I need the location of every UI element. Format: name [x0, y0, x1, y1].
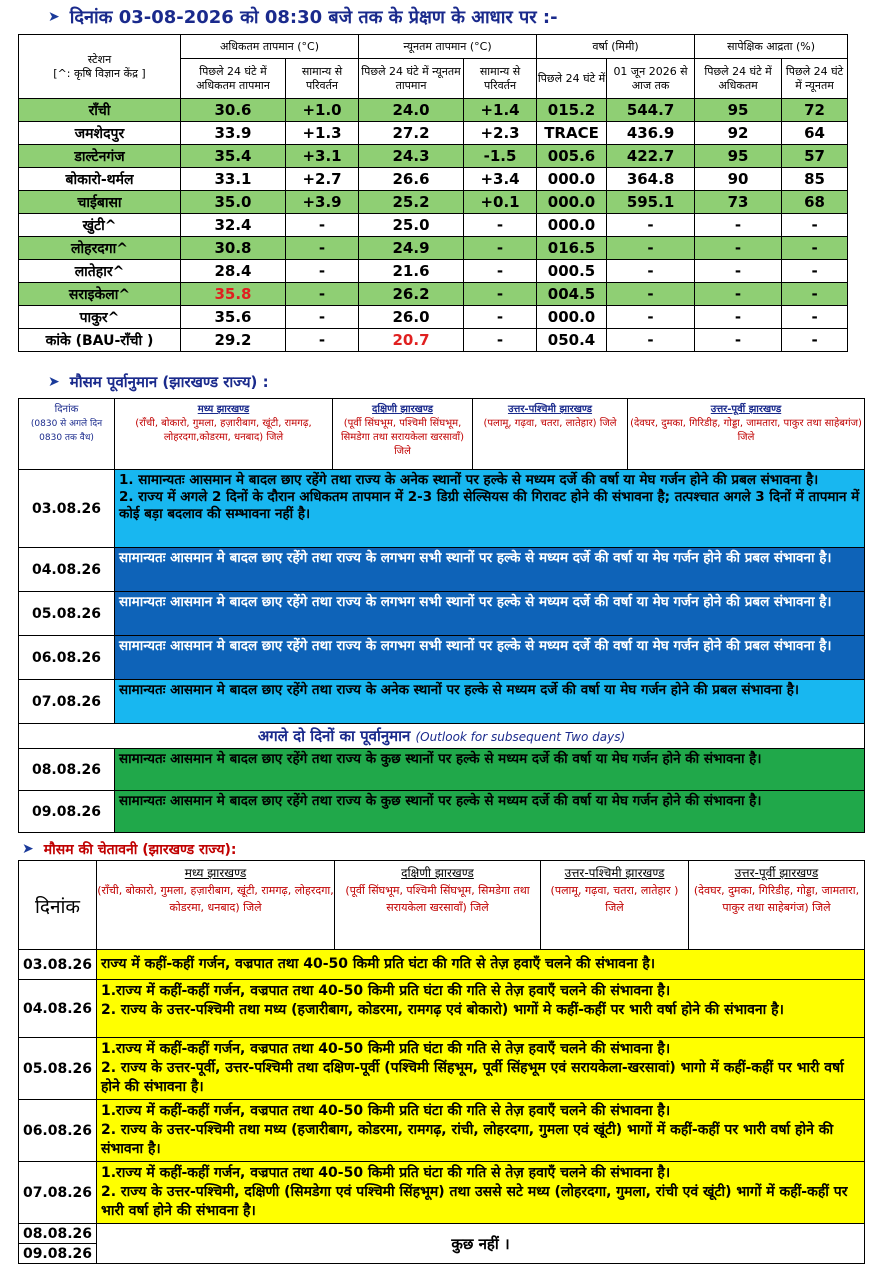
cell-mindev: -: [464, 283, 537, 306]
warning-table: [18, 860, 865, 1264]
forecast-text: सामान्यतः आसमान मे बादल छाए रहेंगे तथा राज्य के लगभग सभी स्थानों पर हल्के से मध्यम दर्जे की वर्षा या मेघ गर्जन होने की प्रबल संभावना है।: [115, 592, 865, 636]
cell-rh_max: 73: [695, 191, 782, 214]
warning-row: [19, 1162, 865, 1224]
cell-max: 35.8: [181, 283, 286, 306]
cell-station: सराइकेला^: [19, 283, 181, 306]
forecast-heading: [48, 370, 269, 394]
cell-max: 33.1: [181, 168, 286, 191]
forecast-row: [19, 592, 865, 636]
cell-max: 35.4: [181, 145, 286, 168]
cell-maxdev: +1.0: [286, 99, 359, 122]
warning-date: 04.08.26: [19, 980, 97, 1038]
cell-maxdev: -: [286, 214, 359, 237]
forecast-region-central: [115, 399, 333, 470]
cell-min: 24.9: [359, 237, 464, 260]
cell-station: चाईबासा: [19, 191, 181, 214]
cell-rh_min: -: [782, 283, 848, 306]
forecast-region-northwest: [473, 399, 628, 470]
region-name: उत्तर-पश्चिमी झारखण्ड: [507, 404, 593, 415]
cell-station: बोकारो-थर्मल: [19, 168, 181, 191]
region-districts: (राँची, बोकारो, गुमला, हज़ारीबाग, खूंटी, रामगढ़, लोहरदगा,कोडरमा, धनबाद) जिले: [135, 418, 312, 443]
warning-row: [19, 1100, 865, 1162]
mintemp-header: न्यूनतम तापमान (°C): [359, 35, 537, 59]
cell-rh_min: -: [782, 260, 848, 283]
maxdev-subheader: सामान्य से परिवर्तन: [286, 59, 359, 99]
cell-rh_min: -: [782, 214, 848, 237]
cell-maxdev: -: [286, 306, 359, 329]
warning-text: 1.राज्य में कहीं-कहीं गर्जन, वज्रपात तथा 40-50 किमी प्रति घंटा की गति से तेज़ हवाएँ चलने की संभावना है। 2. राज्य के उत्तर-पश्चिमी, दक्षिणी (सिमडेगा एवं पश्चिमी सिंहभूम) तथा उससे सटे मध्य (लोहरदगा, गुमला, रांची एवं खूंटी) भागों में कहीं-कहीं पर भारी वर्षा होने की संभावना है।: [97, 1162, 865, 1224]
cell-rh_max: -: [695, 260, 782, 283]
region-districts: (राँची, बोकारो, गुमला, हज़ारीबाग, खूंटी, रामगढ़, लोहरदगा, कोडरमा, धनबाद) जिले: [97, 884, 334, 914]
rhmin-subheader: पिछले 24 घंटे में न्यूनतम: [782, 59, 848, 99]
cell-rain_total: -: [607, 283, 695, 306]
cell-rain_total: -: [607, 237, 695, 260]
cell-rh_min: -: [782, 237, 848, 260]
region-districts: (देवघर, दुमका, गिरिडीह, गोड्डा, जामतारा, पाकुर तथा साहेबगंज) जिले: [693, 884, 860, 914]
cell-rain: 016.5: [537, 237, 607, 260]
cell-mindev: -1.5: [464, 145, 537, 168]
warning-region-northeast: [689, 861, 865, 950]
cell-rain: 005.6: [537, 145, 607, 168]
cell-rh_max: -: [695, 329, 782, 352]
cell-rh_min: 68: [782, 191, 848, 214]
warning-heading: [22, 838, 237, 860]
warning-date: 03.08.26: [19, 950, 97, 980]
cell-station: राँची: [19, 99, 181, 122]
cell-mindev: -: [464, 260, 537, 283]
forecast-date: 05.08.26: [19, 592, 115, 636]
cell-rh_max: -: [695, 214, 782, 237]
forecast-date: 04.08.26: [19, 548, 115, 592]
forecast-row: [19, 470, 865, 548]
cell-rh_max: -: [695, 306, 782, 329]
table-row: [19, 329, 848, 352]
region-name: दक्षिणी झारखण्ड: [401, 866, 474, 880]
cell-rain: 015.2: [537, 99, 607, 122]
forecast-date: 07.08.26: [19, 680, 115, 724]
cell-max: 35.6: [181, 306, 286, 329]
cell-rain_total: -: [607, 214, 695, 237]
warning-region-northwest: [541, 861, 689, 950]
cell-min: 20.7: [359, 329, 464, 352]
outlook-label: [19, 724, 865, 749]
cell-rh_min: 72: [782, 99, 848, 122]
max24-subheader: पिछले 24 घंटे में अधिकतम तापमान: [181, 59, 286, 99]
cell-maxdev: -: [286, 237, 359, 260]
cell-mindev: +3.4: [464, 168, 537, 191]
cell-rain_total: 364.8: [607, 168, 695, 191]
cell-station: कांके (BAU-राँची ): [19, 329, 181, 352]
cell-station: जमशेदपुर: [19, 122, 181, 145]
cell-rh_max: 92: [695, 122, 782, 145]
forecast-date-sub: (0830 से अगले दिन 0830 तक वैध): [30, 419, 103, 443]
table-row: [19, 99, 848, 122]
cell-maxdev: +3.1: [286, 145, 359, 168]
warning-row: [19, 1038, 865, 1100]
table-row: [19, 191, 848, 214]
cell-rain_total: -: [607, 329, 695, 352]
outlook-row: [19, 724, 865, 749]
warning-heading-text: मौसम की चेतावनी (झारखण्ड राज्य):: [43, 841, 237, 858]
cell-max: 33.9: [181, 122, 286, 145]
warning-region-south: [335, 861, 541, 950]
warning-date: 05.08.26: [19, 1038, 97, 1100]
region-name: दक्षिणी झारखण्ड: [372, 404, 433, 415]
warning-region-central: [97, 861, 335, 950]
warning-row: [19, 950, 865, 980]
forecast-row: [19, 548, 865, 592]
forecast-text: 1. सामान्यतः आसमान मे बादल छाए रहेंगे तथा राज्य के अनेक स्थानों पर हल्के से मध्यम दर्जे की वर्षा या मेघ गर्जन होने की प्रबल संभावना है। 2. राज्य में अगले 2 दिनों के दौरान अधिकतम तापमान में 2-3 डिग्री सेल्सियस की गिरावट होने की संभावना है; तत्पश्चात अगले 3 दिनों में तापमान में कोई बड़ा बदलाव की सम्भावना नहीं है।: [115, 470, 865, 548]
warning-text: राज्य में कहीं-कहीं गर्जन, वज्रपात तथा 40-50 किमी प्रति घंटा की गति से तेज़ हवाएँ चलने की संभावना है।: [97, 950, 865, 980]
warning-date: 06.08.26: [19, 1100, 97, 1162]
warning-date-header: दिनांक: [19, 861, 97, 950]
cell-mindev: -: [464, 237, 537, 260]
table-row: [19, 260, 848, 283]
cell-station: लातेहार^: [19, 260, 181, 283]
table-row: [19, 306, 848, 329]
warning-date: 09.08.26: [19, 1244, 97, 1264]
cell-station: पाकुर^: [19, 306, 181, 329]
cell-rain: 000.0: [537, 191, 607, 214]
region-name: उत्तर-पश्चिमी झारखण्ड: [564, 866, 665, 880]
region-name: उत्तर-पूर्वी झारखण्ड: [710, 404, 782, 415]
cell-maxdev: -: [286, 260, 359, 283]
arrow-icon: ➤: [22, 841, 34, 857]
maxtemp-header: अधिकतम तापमान (°C): [181, 35, 359, 59]
cell-min: 21.6: [359, 260, 464, 283]
rh-header: सापेक्षिक आद्रता (%): [695, 35, 848, 59]
forecast-date-head: दिनांक: [54, 404, 79, 415]
region-districts: (पूर्वी सिंघभूम, पश्चिमी सिंघभूम, सिमडेगा तथा सरायकेला खरसावाँ) जिले: [345, 884, 530, 914]
cell-rh_min: 85: [782, 168, 848, 191]
cell-min: 27.2: [359, 122, 464, 145]
outlook-subtitle: (Outlook for subsequent Two days): [415, 730, 626, 744]
min24-subheader: पिछले 24 घंटे में न्यूनतम तापमान: [359, 59, 464, 99]
forecast-date: 03.08.26: [19, 470, 115, 548]
cell-rh_max: 95: [695, 99, 782, 122]
warning-date: 08.08.26: [19, 1224, 97, 1244]
cell-max: 28.4: [181, 260, 286, 283]
region-name: मध्य झारखण्ड: [197, 404, 250, 415]
cell-max: 30.8: [181, 237, 286, 260]
forecast-date-header: [19, 399, 115, 470]
cell-min: 26.0: [359, 306, 464, 329]
cell-maxdev: +2.7: [286, 168, 359, 191]
forecast-text: सामान्यतः आसमान मे बादल छाए रहेंगे तथा राज्य के लगभग सभी स्थानों पर हल्के से मध्यम दर्जे की वर्षा या मेघ गर्जन होने की प्रबल संभावना है।: [115, 548, 865, 592]
observation-heading-text: दिनांक 03-08-2026 को 08:30 बजे तक के प्रेक्षण के आधार पर :-: [69, 7, 558, 28]
warning-row: [19, 1224, 865, 1244]
cell-min: 26.6: [359, 168, 464, 191]
forecast-date: 06.08.26: [19, 636, 115, 680]
forecast-row: [19, 636, 865, 680]
region-name: उत्तर-पूर्वी झारखण्ड: [734, 866, 819, 880]
observation-table: [18, 34, 848, 352]
arrow-icon: ➤: [48, 9, 60, 25]
cell-rh_max: -: [695, 237, 782, 260]
cell-rain: 000.0: [537, 214, 607, 237]
table-row: [19, 237, 848, 260]
cell-rain_total: -: [607, 260, 695, 283]
forecast-date: 08.08.26: [19, 749, 115, 791]
warning-text: 1.राज्य में कहीं-कहीं गर्जन, वज्रपात तथा 40-50 किमी प्रति घंटा की गति से तेज़ हवाएँ चलने की संभावना है। 2. राज्य के उत्तर-पश्चिमी तथा मध्य (हजारीबाग, कोडरमा, रामगढ़, रांची, लोहरदगा, गुमला एवं खूंटी) भागों में कहीं-कहीं पर भारी वर्षा होने की संभावना है।: [97, 1100, 865, 1162]
cell-maxdev: +3.9: [286, 191, 359, 214]
cell-maxdev: -: [286, 283, 359, 306]
cell-rain: 050.4: [537, 329, 607, 352]
outlook-forecast-row: [19, 749, 865, 791]
station-header: [19, 35, 181, 99]
cell-rh_min: 57: [782, 145, 848, 168]
table-row: [19, 145, 848, 168]
cell-mindev: +1.4: [464, 99, 537, 122]
cell-rh_min: -: [782, 306, 848, 329]
outlook-title: अगले दो दिनों का पूर्वानुमान: [257, 727, 411, 745]
cell-rain_total: 544.7: [607, 99, 695, 122]
forecast-text: सामान्यतः आसमान मे बादल छाए रहेंगे तथा राज्य के कुछ स्थानों पर हल्के से मध्यम दर्जे की वर्षा या मेघ गर्जन होने की संभावना है।: [115, 791, 865, 833]
arrow-icon: ➤: [48, 374, 60, 390]
station-header-note: [^: कृषि विज्ञान केंद्र ]: [53, 66, 146, 80]
station-header-label: स्टेशन: [87, 52, 112, 66]
forecast-text: सामान्यतः आसमान मे बादल छाए रहेंगे तथा राज्य के लगभग सभी स्थानों पर हल्के से मध्यम दर्जे की वर्षा या मेघ गर्जन होने की प्रबल संभावना है।: [115, 636, 865, 680]
cell-rh_min: -: [782, 329, 848, 352]
forecast-text: सामान्यतः आसमान मे बादल छाए रहेंगे तथा राज्य के अनेक स्थानों पर हल्के से मध्यम दर्जे की वर्षा या मेघ गर्जन होने की प्रबल संभावना है।: [115, 680, 865, 724]
table-row: [19, 283, 848, 306]
cell-rh_max: 90: [695, 168, 782, 191]
cell-rh_min: 64: [782, 122, 848, 145]
cell-mindev: +0.1: [464, 191, 537, 214]
warning-none-text: कुछ नहीं ।: [97, 1224, 865, 1264]
cell-station: लोहरदगा^: [19, 237, 181, 260]
forecast-heading-text: मौसम पूर्वानुमान (झारखण्ड राज्य) :: [69, 373, 269, 391]
cell-station: खुंटी^: [19, 214, 181, 237]
mindev-subheader: सामान्य से परिवर्तन: [464, 59, 537, 99]
cell-mindev: -: [464, 329, 537, 352]
cell-max: 29.2: [181, 329, 286, 352]
cell-max: 32.4: [181, 214, 286, 237]
region-districts: (पलामू, गढ़वा, चतरा, लातेहार) जिले: [483, 418, 617, 429]
table-row: [19, 214, 848, 237]
cell-mindev: -: [464, 214, 537, 237]
warning-date: 07.08.26: [19, 1162, 97, 1224]
forecast-text: सामान्यतः आसमान मे बादल छाए रहेंगे तथा राज्य के कुछ स्थानों पर हल्के से मध्यम दर्जे की वर्षा या मेघ गर्जन होने की संभावना है।: [115, 749, 865, 791]
table-row: [19, 168, 848, 191]
cell-maxdev: -: [286, 329, 359, 352]
cell-rain: 000.0: [537, 168, 607, 191]
cell-mindev: -: [464, 306, 537, 329]
forecast-row: [19, 680, 865, 724]
forecast-region-south: [333, 399, 473, 470]
cell-rain_total: 436.9: [607, 122, 695, 145]
cell-rain_total: 422.7: [607, 145, 695, 168]
forecast-region-northeast: [628, 399, 865, 470]
rain24-subheader: पिछले 24 घंटे में: [537, 59, 607, 99]
warning-text: 1.राज्य में कहीं-कहीं गर्जन, वज्रपात तथा 40-50 किमी प्रति घंटा की गति से तेज़ हवाएँ चलने की संभावना है। 2. राज्य के उत्तर-पूर्वी, उत्तर-पश्चिमी तथा दक्षिण-पूर्वी (पश्चिमी सिंहभूम, पूर्वी सिंहभूम एवं सरायकेला-खरसावां) भागो में कहीं-कहीं पर भारी वर्षा होने की संभावना है।: [97, 1038, 865, 1100]
cell-rain: 004.5: [537, 283, 607, 306]
rain-header: वर्षा (मिमी): [537, 35, 695, 59]
cell-min: 24.0: [359, 99, 464, 122]
region-districts: (देवघर, दुमका, गिरिडीह, गोड्डा, जामतारा, पाकुर तथा साहेबगंज) जिले: [630, 418, 862, 443]
cell-max: 35.0: [181, 191, 286, 214]
cell-rh_max: 95: [695, 145, 782, 168]
cell-mindev: +2.3: [464, 122, 537, 145]
rhmax-subheader: पिछले 24 घंटे में अधिकतम: [695, 59, 782, 99]
observation-heading: [48, 4, 558, 30]
rain-season-subheader: 01 जून 2026 से आज तक: [607, 59, 695, 99]
region-name: मध्य झारखण्ड: [184, 866, 247, 880]
cell-station: डाल्टेनगंज: [19, 145, 181, 168]
table-row: [19, 122, 848, 145]
forecast-table: [18, 398, 865, 833]
cell-min: 26.2: [359, 283, 464, 306]
region-districts: (पूर्वी सिंघभूम, पश्चिमी सिंघभूम, सिमडेगा तथा सरायकेला खरसावाँ) जिले: [340, 418, 465, 457]
cell-min: 24.3: [359, 145, 464, 168]
cell-maxdev: +1.3: [286, 122, 359, 145]
cell-max: 30.6: [181, 99, 286, 122]
outlook-forecast-row: [19, 791, 865, 833]
warning-text: 1.राज्य में कहीं-कहीं गर्जन, वज्रपात तथा 40-50 किमी प्रति घंटा की गति से तेज़ हवाएँ चलने की संभावना है। 2. राज्य के उत्तर-पश्चिमी तथा मध्य (हजारीबाग, कोडरमा, रामगढ़ एवं बोकारो) भागों मे कहीं-कहीं पर भारी वर्षा होने की संभावना है।: [97, 980, 865, 1038]
cell-rain: TRACE: [537, 122, 607, 145]
cell-min: 25.2: [359, 191, 464, 214]
cell-rh_max: -: [695, 283, 782, 306]
cell-rain: 000.0: [537, 306, 607, 329]
warning-row: [19, 980, 865, 1038]
cell-rain_total: 595.1: [607, 191, 695, 214]
cell-rain_total: -: [607, 306, 695, 329]
forecast-date: 09.08.26: [19, 791, 115, 833]
cell-min: 25.0: [359, 214, 464, 237]
cell-rain: 000.5: [537, 260, 607, 283]
region-districts: (पलामू, गढ़वा, चतरा, लातेहार ) जिले: [550, 884, 679, 914]
